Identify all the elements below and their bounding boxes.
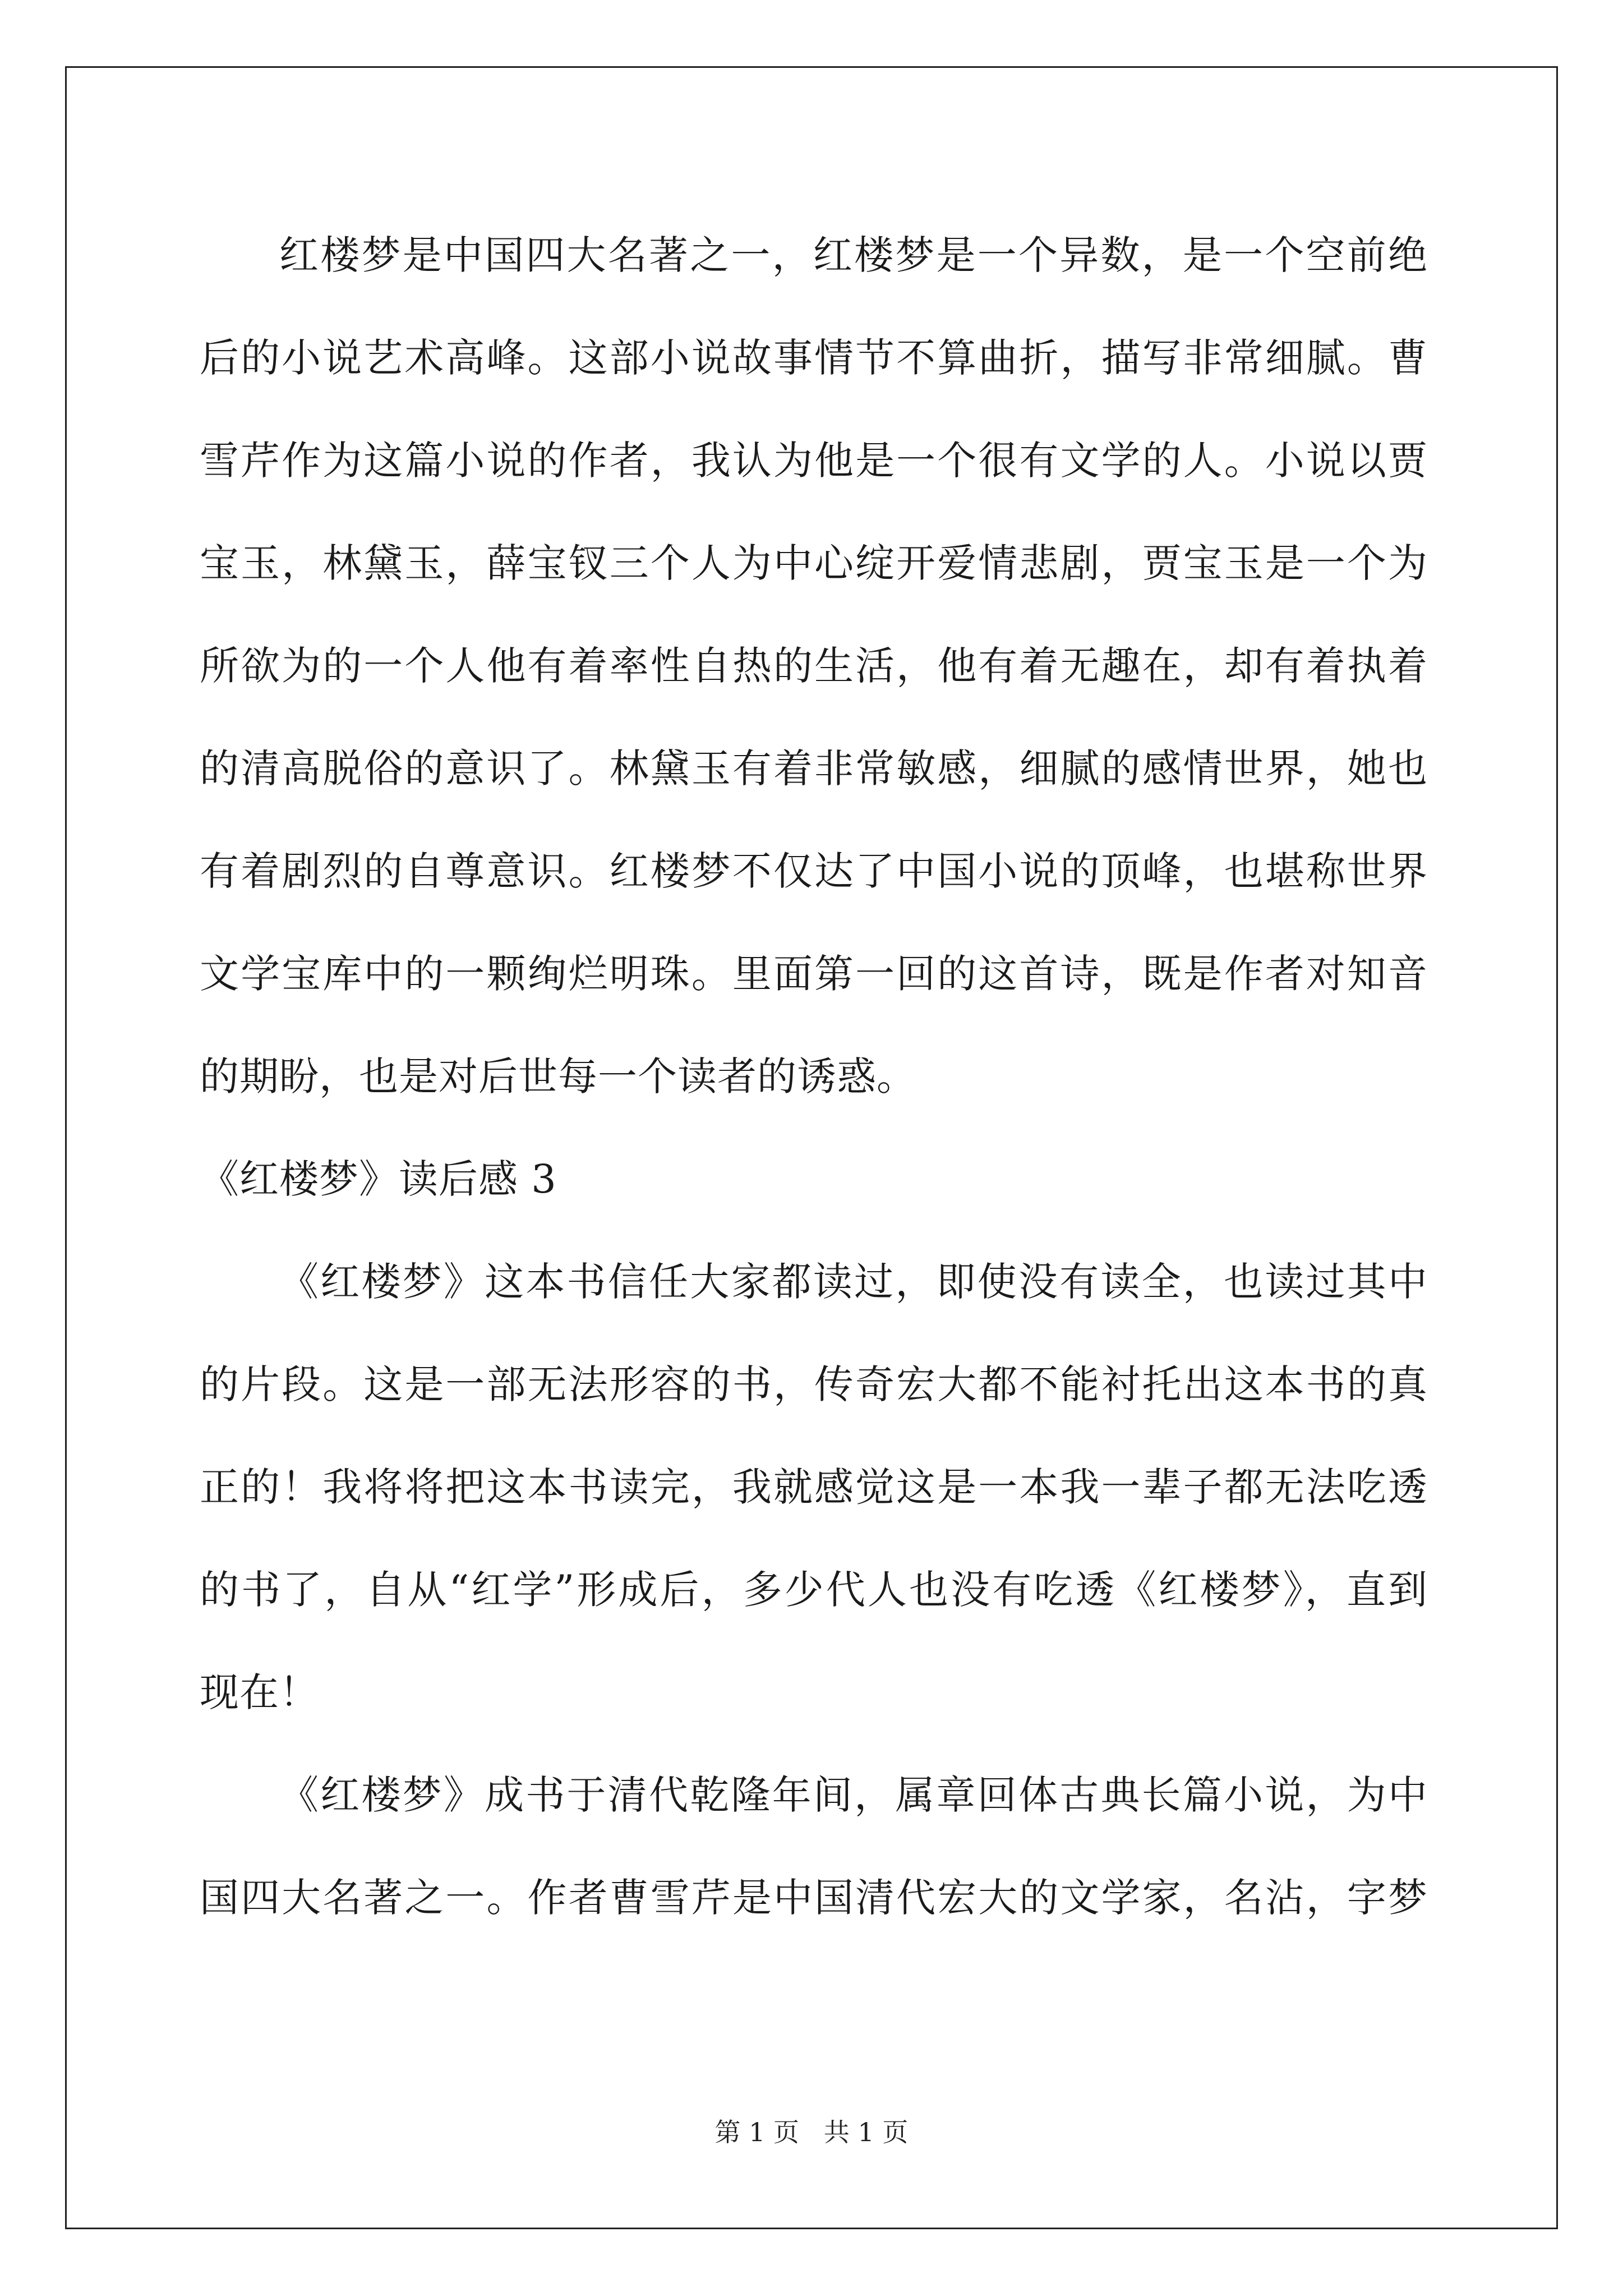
text-line: 的书了，自从“红学”形成后，多少代人也没有吃透《红楼梦》，直到 xyxy=(200,1567,1428,1613)
page-footer: 第 1 页 共 1 页 xyxy=(714,2117,909,2147)
text-line: 国四大名著之一。作者曹雪芹是中国清代宏大的文学家，名沾，字梦 xyxy=(200,1875,1428,1921)
text-line: 雪芹作为这篇小说的作者，我认为他是一个很有文学的人。小说以贾 xyxy=(200,438,1428,484)
document-body xyxy=(200,213,1428,1958)
paragraph-1 xyxy=(200,213,1428,1137)
text-line: 《红楼梦》成书于清代乾隆年间，属章回体古典长篇小说，为中 xyxy=(279,1772,1428,1818)
text-line: 现在！ xyxy=(200,1669,319,1715)
text-line: 有着剧烈的自尊意识。红楼梦不仅达了中国小说的顶峰，也堪称世界 xyxy=(200,848,1428,894)
text-line: 的片段。这是一部无法形容的书，传奇宏大都不能衬托出这本书的真 xyxy=(200,1361,1428,1407)
text-line: 后的小说艺术高峰。这部小说故事情节不算曲折，描写非常细腻。曹 xyxy=(200,335,1428,381)
text-line: 《红楼梦》这本书信任大家都读过，即使没有读全，也读过其中 xyxy=(279,1259,1428,1305)
text-line: 所欲为的一个人他有着率性自热的生活，他有着无趣在，却有着执着 xyxy=(200,643,1428,689)
text-line: 文学宝库中的一颗绚烂明珠。里面第一回的这首诗，既是作者对知音 xyxy=(200,951,1428,997)
text-line: 红楼梦是中国四大名著之一，红楼梦是一个异数，是一个空前绝 xyxy=(279,232,1428,278)
text-line: 的清高脱俗的意识了。林黛玉有着非常敏感，细腻的感情世界，她也 xyxy=(200,746,1428,792)
text-line: 的期盼，也是对后世每一个读者的诱惑。 xyxy=(200,1053,916,1099)
section-heading: 《红楼梦》读后感 3 xyxy=(200,1156,557,1202)
text-line: 正的！我将将把这本书读完，我就感觉这是一本我一辈子都无法吃透 xyxy=(200,1464,1428,1510)
paragraph-2 xyxy=(200,1240,1428,1753)
paragraph-3 xyxy=(200,1753,1428,1958)
text-line: 宝玉，林黛玉，薛宝钗三个人为中心绽开爱情悲剧，贾宝玉是一个为 xyxy=(200,540,1428,586)
